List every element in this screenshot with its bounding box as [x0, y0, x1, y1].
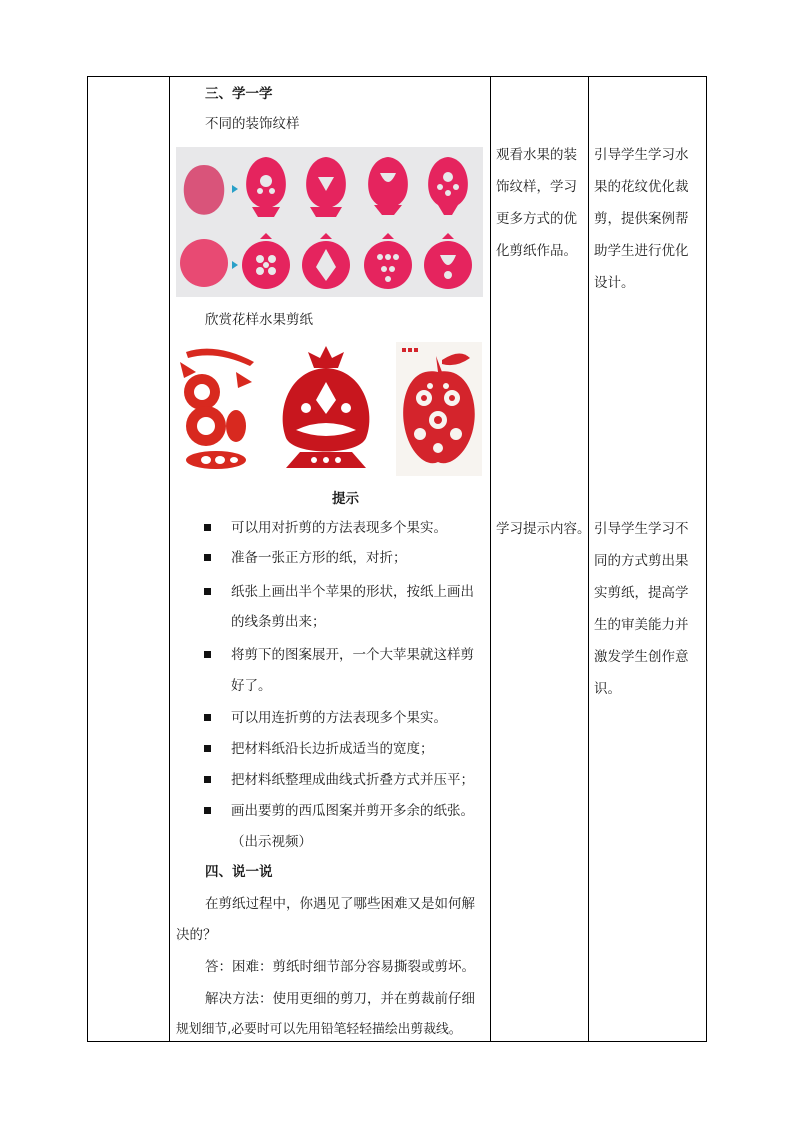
bullet — [204, 651, 211, 658]
tip-item: 纸张上画出半个苹果的形状，按纸上画出 — [231, 584, 474, 600]
bullet — [204, 588, 211, 595]
text-line: 剪，提供案例帮 — [594, 211, 689, 227]
bullet — [204, 745, 211, 752]
bullet — [204, 807, 211, 814]
column-divider — [588, 77, 589, 1041]
teacher-intent-2 — [594, 513, 689, 705]
text-line: 化剪纸作品。 — [496, 243, 577, 259]
text-line: 生的审美能力并 — [594, 617, 689, 633]
text-line: 果的花纹优化裁 — [594, 179, 689, 195]
subtitle-patterns: 不同的装饰纹样 — [205, 116, 300, 132]
text-line: 学习提示内容。 — [496, 521, 591, 537]
text-line: 引导学生学习水 — [594, 147, 689, 163]
student-activity-2 — [496, 513, 591, 545]
column-divider — [169, 77, 170, 1041]
tip-item: 准备一张正方形的纸，对折； — [231, 550, 407, 566]
video-note: （出示视频） — [231, 834, 312, 850]
tip-item: 把材料纸整理成曲线式折叠方式并压平； — [231, 772, 474, 788]
tip-item: 将剪下的图案展开，一个大苹果就这样剪 — [231, 647, 474, 663]
question-text-continued: 决的？ — [176, 927, 217, 943]
bullet — [204, 524, 211, 531]
text-line: 更多方式的优 — [496, 211, 577, 227]
tip-item: 画出要剪的西瓜图案并剪开多余的纸张。 — [231, 803, 474, 819]
tip-item-continued: 好了。 — [231, 678, 272, 694]
bullet — [204, 554, 211, 561]
question-text: 在剪纸过程中，你遇见了哪些困难又是如何解 — [205, 896, 475, 912]
apple-papercut-image — [396, 342, 482, 476]
text-line: 饰纹样，学习 — [496, 179, 577, 195]
section-heading: 四、说一说 — [205, 864, 273, 880]
text-line: 观看水果的装 — [496, 147, 577, 163]
tip-item: 可以用对折剪的方法表现多个果实。 — [231, 520, 447, 536]
tip-item: 把材料纸沿长边折成适当的宽度； — [231, 741, 434, 757]
text-line: 激发学生创作意 — [594, 649, 689, 665]
text-line: 助学生进行优化 — [594, 243, 689, 259]
tip-title: 提示 — [332, 491, 359, 507]
text-line: 实剪纸，提高学 — [594, 585, 689, 601]
decorative-patterns-image — [176, 147, 483, 297]
text-line: 设计。 — [594, 275, 635, 291]
solution-text: 解决方法：使用更细的剪刀，并在剪裁前仔细 — [205, 991, 475, 1007]
teacher-intent-1 — [594, 139, 689, 299]
bullet — [204, 776, 211, 783]
column-divider — [490, 77, 491, 1041]
tip-item: 可以用连折剪的方法表现多个果实。 — [231, 710, 447, 726]
text-line: 同的方式剪出果 — [594, 553, 689, 569]
text-line: 识。 — [594, 681, 621, 697]
bullet — [204, 714, 211, 721]
text-line: 引导学生学习不 — [594, 521, 689, 537]
tip-item-continued: 的线条剪出来； — [231, 614, 326, 630]
persimmon-papercut-image — [176, 342, 258, 476]
subtitle-appreciate: 欣赏花样水果剪纸 — [205, 312, 313, 328]
answer-text: 答：困难：剪纸时细节部分容易撕裂或剪坏。 — [205, 959, 475, 975]
section-heading: 三、学一学 — [205, 86, 273, 102]
student-activity-1 — [496, 139, 577, 267]
pomegranate-papercut-image — [270, 342, 382, 476]
solution-text-continued: 规划细节,必要时可以先用铅笔轻轻描绘出剪裁线。 — [176, 1022, 462, 1037]
